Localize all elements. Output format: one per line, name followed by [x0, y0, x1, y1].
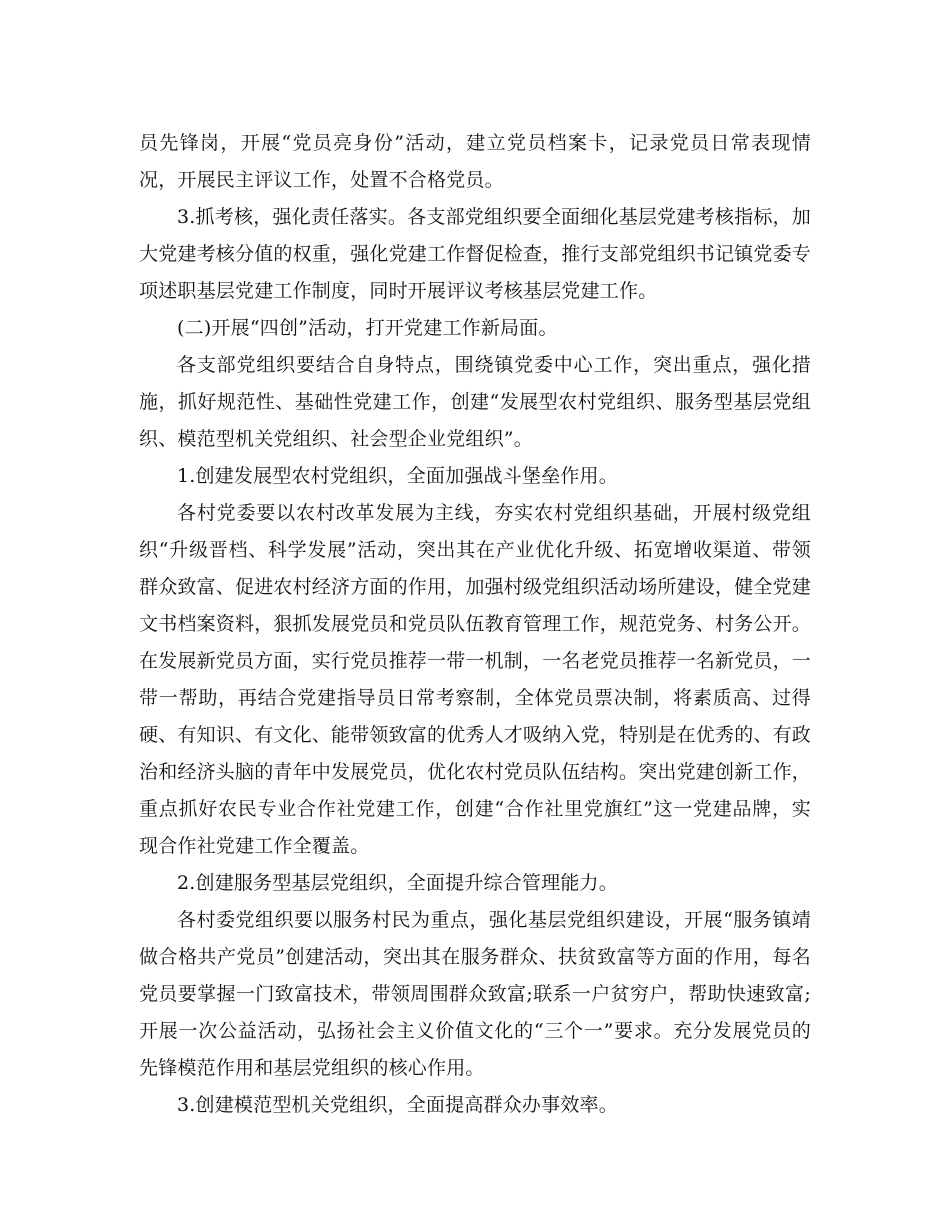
paragraph-7: 各村委党组织要以服务村民为重点，强化基层党组织建设，开展“服务镇靖做合格共产党员”创建活动，突出其在服务群众、扶贫致富等方面的作用，每名党员要掌握一门致富技术，带领周围群众致富;联系一户贫穷户，帮助快速致富;开展一次公益活动，弘扬社会主义价值文化的“三个一”要求。充分发展党员的先锋模范作用和基层党组织的核心作用。: [139, 909, 811, 1079]
paragraph-1: 3.抓考核，强化责任落实。各支部党组织要全面细化基层党建考核指标，加大党建考核分值的权重，强化党建工作督促检查，推行支部党组织书记镇党委专项述职基层党建工作制度，同时开展评议考核基层党建工作。: [139, 206, 812, 302]
paragraph-8: 3.创建模范型机关党组织，全面提高群众办事效率。: [177, 1094, 618, 1116]
paragraph-5: 各村党委要以农村改革发展为主线，夯实农村党组织基础，开展村级党组织“升级晋档、科学发展”活动，突出其在产业优化升级、拓宽增收渠道、带领群众致富、促进农村经济方面的作用，加强村级党组织活动场所建设，健全党建文书档案资料，狠抓发展党员和党员队伍教育管理工作，规范党务、村务公开。在发展新党员方面，实行党员推荐一带一机制，一名老党员推荐一名新党员，一带一帮助，再结合党建指导员日常考察制，全体党员票决制，将素质高、过得硬、有知识、有文化、能带领致富的优秀人才吸纳入党，特别是在优秀的、有政治和经济头脑的青年中发展党员，优化农村党员队伍结构。突出党建创新工作，重点抓好农民专业合作社党建工作，创建“合作社里党旗红”这一党建品牌，实现合作社党建工作全覆盖。: [139, 502, 812, 857]
paragraph-4: 1.创建发展型农村党组织，全面加强战斗堡垒作用。: [177, 465, 618, 487]
document-body: [139, 125, 811, 1124]
paragraph-3: 各支部党组织要结合自身特点，围绕镇党委中心工作，突出重点，强化措施，抓好规范性、基础性党建工作，创建“发展型农村党组织、服务型基层党组织、模范型机关党组织、社会型企业党组织”。: [139, 354, 811, 450]
paragraph-0: 员先锋岗，开展“党员亮身份”活动，建立党员档案卡，记录党员日常表现情况，开展民主评议工作，处置不合格党员。: [139, 132, 811, 191]
paragraph-2: (二)开展“四创”活动，打开党建工作新局面。: [177, 317, 558, 339]
paragraph-6: 2.创建服务型基层党组织，全面提升综合管理能力。: [177, 872, 618, 894]
